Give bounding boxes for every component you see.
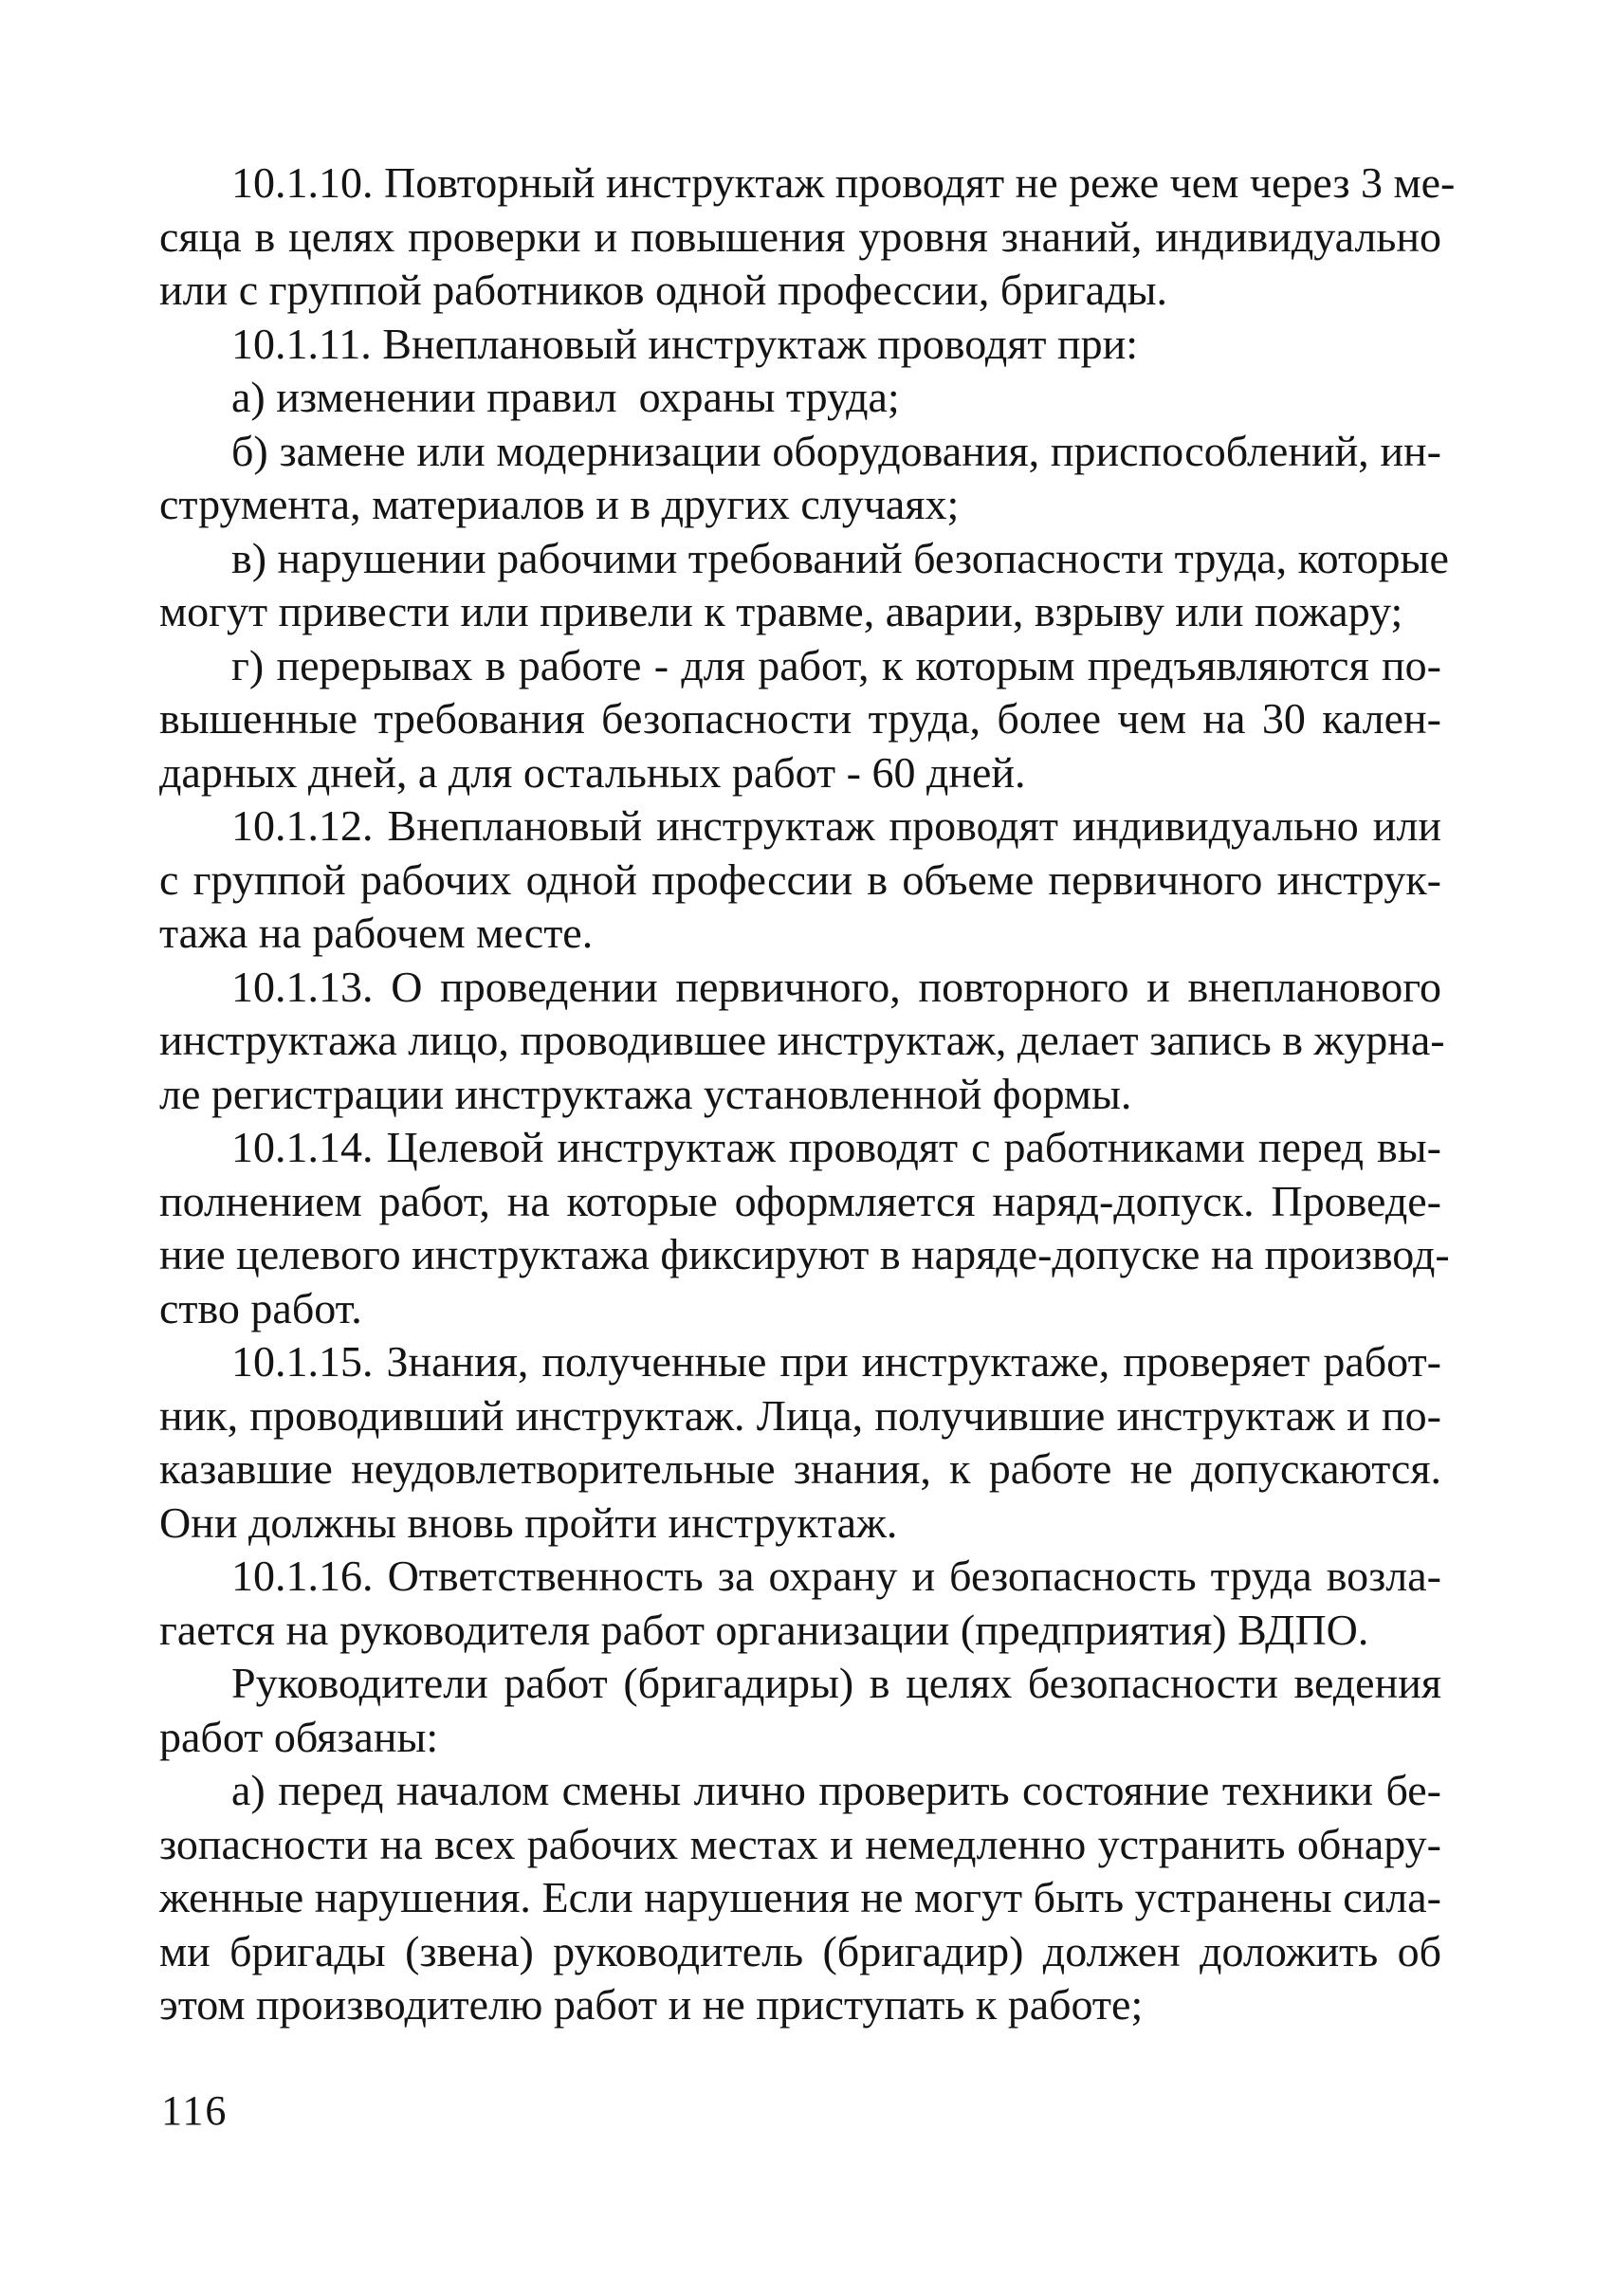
paragraph-10-1-13 xyxy=(159,961,1445,1122)
paragraph-10-1-11 xyxy=(159,318,1441,372)
text-line: сяца в целях проверки и повышения уровня знаний, индивидуально xyxy=(159,211,1441,261)
paragraph-10-1-15 xyxy=(159,1335,1441,1550)
text-line: вышенные требования безопасности труда, более чем на 30 кален- xyxy=(159,694,1441,743)
text-line: ние целевого инструктажа фиксируют в наряде-допуске на производ- xyxy=(159,1230,1450,1278)
text-line: в) нарушении рабочими требований безопасности труда, которые xyxy=(231,533,1449,582)
text-line: инструктажа лицо, проводившее инструктаж, делает запись в журна- xyxy=(159,1016,1445,1064)
text-line: дарных дней, а для остальных работ - 60 дней. xyxy=(159,747,1026,797)
page-number: 116 xyxy=(161,2087,229,2134)
text-line: ле регистрации инструктажа установленной формы. xyxy=(159,1069,1132,1118)
text-line: гается на руководителя работ организации (предприятия) ВДПО. xyxy=(159,1605,1369,1654)
list-item-g-breaks xyxy=(159,639,1441,800)
text-line: 10.1.13. О проведении первичного, повторного и внепланового xyxy=(231,962,1441,1011)
text-line: тажа на рабочем месте. xyxy=(159,909,594,957)
document-body xyxy=(159,156,1456,2032)
list-item-a-shift-check xyxy=(159,1764,1441,2032)
list-item-v-violations xyxy=(159,532,1449,639)
text-line: б) замене или модернизации оборудования, приспособлений, ин- xyxy=(231,426,1441,475)
text-line: казавшие неудовлетворительные знания, к работе не допускаются. xyxy=(159,1444,1441,1493)
text-line: 10.1.15. Знания, полученные при инструктаже, проверяет работ- xyxy=(231,1337,1441,1386)
text-line: г) перерывах в работе - для работ, к которым предъявляются по- xyxy=(231,640,1441,689)
paragraph-10-1-16 xyxy=(159,1550,1441,1657)
paragraph-supervisors xyxy=(159,1657,1441,1764)
text-line: женные нарушения. Если нарушения не могут быть устранены сила- xyxy=(159,1873,1441,1921)
text-line: 10.1.12. Внеплановый инструктаж проводят индивидуально или xyxy=(231,801,1441,850)
text-line: или с группой работников одной профессии, бригады. xyxy=(159,266,1167,314)
text-line: струмента, материалов и в других случаях; xyxy=(159,480,960,528)
text-line: полнением работ, на которые оформляется наряд-допуск. Проведе- xyxy=(159,1176,1441,1225)
text-line: а) изменении правил охраны труда; xyxy=(231,373,900,421)
text-line: этом производителю работ и не приступать к работе; xyxy=(159,1980,1144,2029)
text-line: ство работ. xyxy=(159,1283,362,1332)
paragraph-10-1-12 xyxy=(159,799,1441,961)
paragraph-10-1-10 xyxy=(159,156,1456,318)
text-line: ник, проводивший инструктаж. Лица, получившие инструктаж и по- xyxy=(159,1390,1441,1440)
text-line: а) перед началом смены лично проверить состояние техники бе- xyxy=(231,1766,1441,1814)
text-line: работ обязаны: xyxy=(159,1712,439,1761)
text-line: 10.1.14. Целевой инструктаж проводят с работниками перед вы- xyxy=(231,1123,1441,1171)
paragraph-10-1-14 xyxy=(159,1121,1450,1335)
text-line: 10.1.16. Ответственность за охрану и безопасность труда возла- xyxy=(231,1552,1441,1600)
text-line: Руководители работ (бригадиры) в целях безопасности ведения xyxy=(231,1659,1441,1707)
list-item-b-equipment xyxy=(159,425,1441,532)
text-line: ми бригады (звена) руководитель (бригадир) должен доложить об xyxy=(159,1926,1441,1975)
text-line: с группой рабочих одной профессии в объеме первичного инструк- xyxy=(159,854,1441,904)
text-line: зопасности на всех рабочих местах и немедленно устранить обнару- xyxy=(159,1819,1441,1868)
text-line: 10.1.10. Повторный инструктаж проводят не реже чем через 3 ме- xyxy=(231,158,1456,207)
text-line: Они должны вновь пройти инструктаж. xyxy=(159,1497,898,1547)
text-line: могут привести или привели к травме, аварии, взрыву или пожару; xyxy=(159,587,1403,635)
list-item-a-rules xyxy=(159,371,1441,425)
text-line: 10.1.11. Внеплановый инструктаж проводят при: xyxy=(231,319,1139,368)
